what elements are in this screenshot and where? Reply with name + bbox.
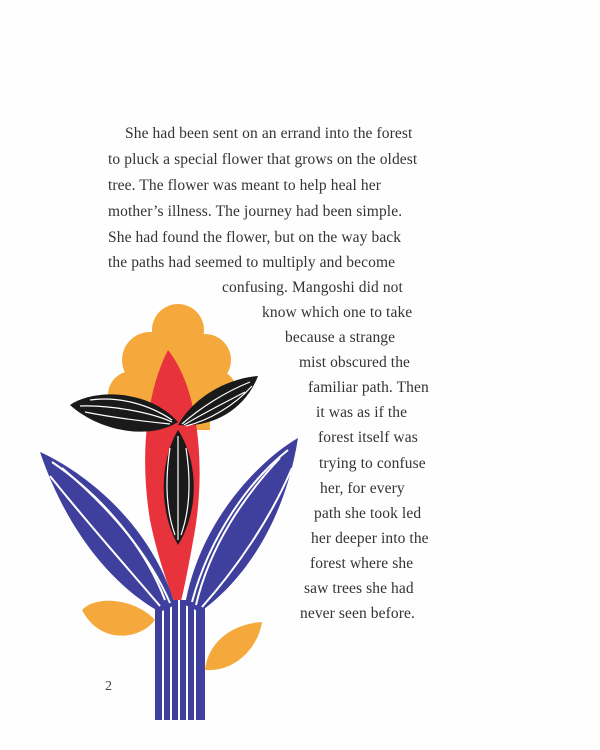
- story-line: trying to confuse: [319, 455, 426, 472]
- orange-leaf-left: [82, 601, 155, 636]
- story-line: never seen before.: [300, 605, 415, 622]
- story-line: saw trees she had: [304, 580, 414, 597]
- story-line: confusing. Mangoshi did not: [222, 279, 403, 296]
- orange-leaf-right: [205, 622, 262, 670]
- blue-stem: [155, 600, 205, 720]
- story-line: to pluck a special flower that grows on the oldest: [108, 151, 418, 168]
- story-line: forest where she: [310, 555, 414, 572]
- story-line: because a strange: [285, 329, 396, 346]
- story-line: mist obscured the: [299, 354, 411, 371]
- story-line: mother’s illness. The journey had been simple.: [108, 203, 403, 220]
- story-line: tree. The flower was meant to help heal her: [108, 177, 381, 194]
- story-line: it was as if the: [316, 404, 408, 421]
- story-line: her, for every: [320, 480, 405, 497]
- story-line: She had been sent on an errand into the forest: [125, 125, 413, 142]
- page-number: 2: [105, 679, 112, 694]
- story-line: her deeper into the: [311, 530, 429, 547]
- blue-leaf-right: [185, 438, 298, 612]
- story-line: familiar path. Then: [308, 379, 429, 396]
- story-line: She had found the flower, but on the way back: [108, 229, 402, 246]
- story-line: know which one to take: [262, 304, 413, 321]
- story-line: path she took led: [314, 505, 422, 522]
- story-line: forest itself was: [318, 429, 418, 446]
- story-line: the paths had seemed to multiply and become: [108, 254, 396, 271]
